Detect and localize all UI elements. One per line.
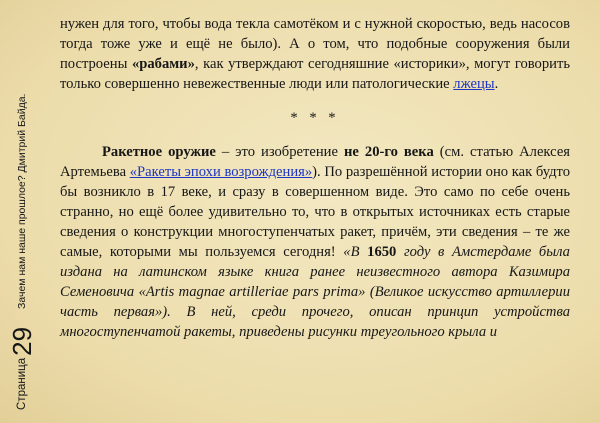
- paragraph-2-text-c: ). По разрешённой истории оно как будто бы возникло в 17 веке, и сразу в совершенном виде. Это само по себе очень странно, но ещё более удивительно то, что в открытых источниках есть старые сведения о конструкции многоступенчатых ракет, причём, эти сведения – те же самые, которыми мы пользуемся сегодня!: [60, 164, 570, 260]
- paragraph-2-text-b: (см. статью Алексея Артемьева: [60, 144, 571, 180]
- paragraph-2: [60, 142, 570, 342]
- bold-slaves: «рабами»: [131, 56, 195, 72]
- liars-link[interactable]: лжецы: [453, 76, 495, 92]
- paragraph-1-text-a: нужен для того, чтобы вода текла самотёком и с нужной скоростью, ведь насосов тогда тоже уже и ещё не было). А о том, что подобные сооружения были построены: [60, 16, 570, 72]
- section-separator: * * *: [290, 110, 340, 126]
- renaissance-rockets-link[interactable]: «Ракеты эпохи возрождения»: [129, 164, 313, 180]
- page-label: Страница: [16, 357, 28, 410]
- side-margin: [0, 0, 44, 423]
- quote-text: году в Амстердаме была издана на латинском языке книга ранее неизвестного автора Казимира Семеновича «Artis magnae artilleriae pars prima» (Великое искусство артиллерии часть первая»). В ней, среди прочего, описан принцип устройства многоступенчатой ракеты, приведены рисунки треугольного крыла и: [60, 244, 570, 340]
- paragraph-1: [60, 14, 570, 94]
- bold-year: 1650: [367, 244, 397, 260]
- body-text: [60, 14, 570, 342]
- bold-rocket-weapon: Ракетное оружие: [102, 144, 216, 160]
- paragraph-1-text-c: .: [494, 76, 499, 92]
- book-title: Зачем нам наше прошлое? Дмитрий Байда.: [16, 93, 28, 309]
- quote-start: «В: [343, 244, 368, 260]
- page-number: 29: [7, 326, 37, 356]
- paragraph-2-text-a: – это изобретение: [215, 144, 344, 160]
- paragraph-1-text-b: , как утверждают сегодняшние «историки», могут говорить только совершенно невежественные люди или патологические: [60, 56, 570, 92]
- side-header: [8, 10, 36, 410]
- bold-not-20th-century: не 20-го века: [343, 144, 434, 160]
